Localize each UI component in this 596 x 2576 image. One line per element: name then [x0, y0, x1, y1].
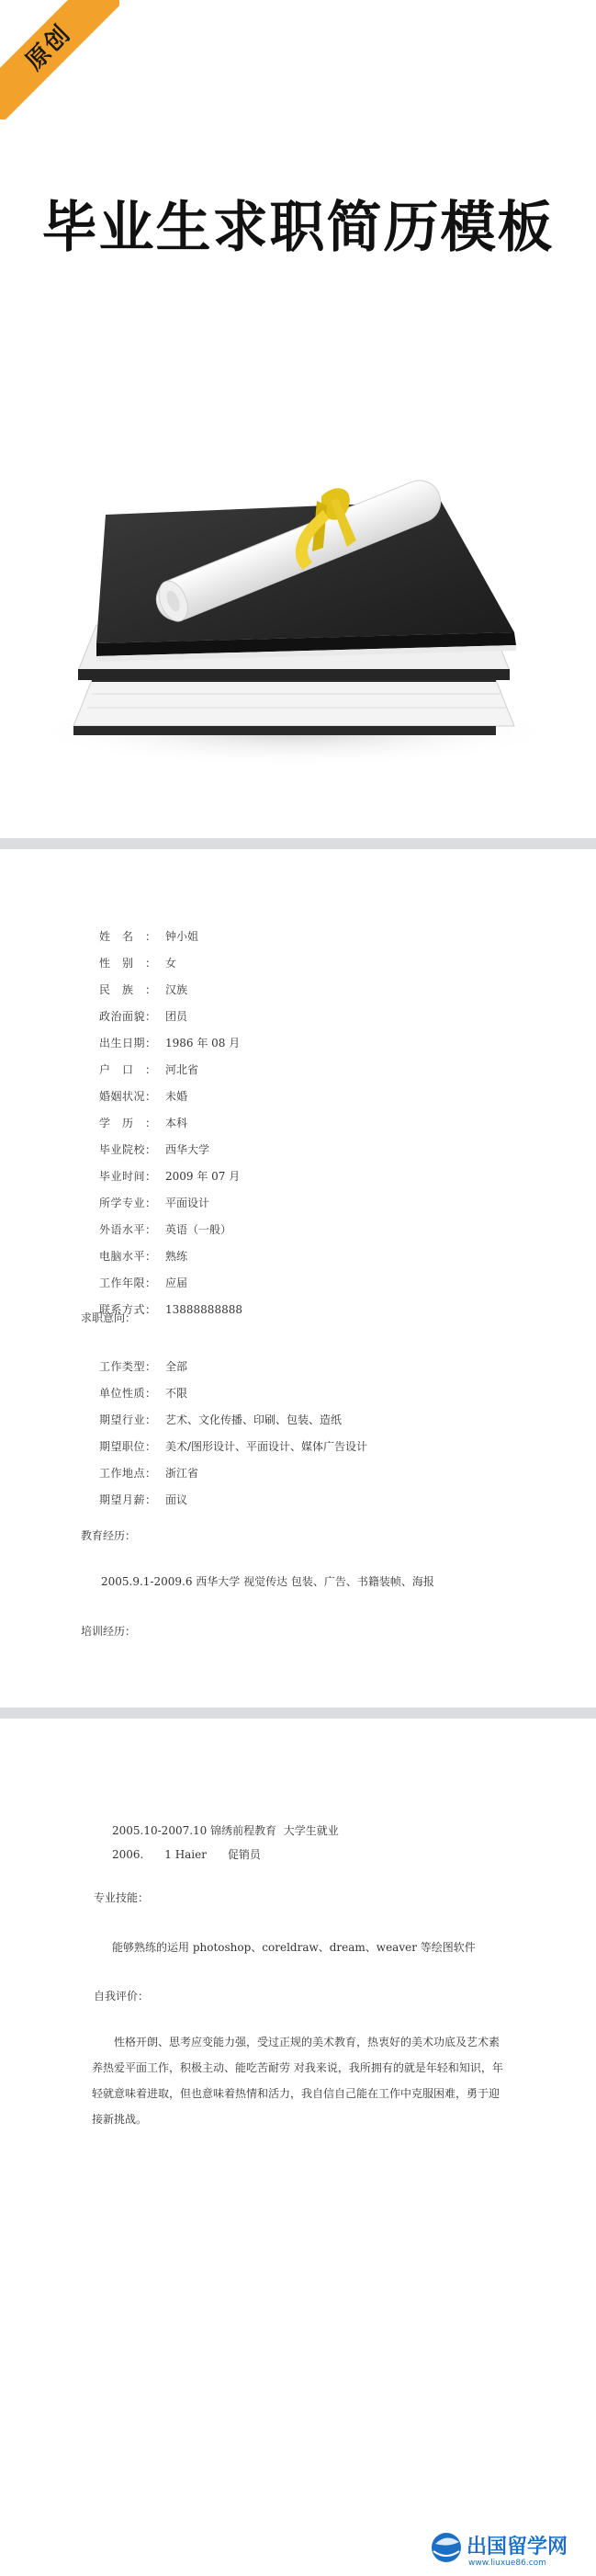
training-heading: 培训经历： — [81, 1625, 137, 1638]
training-entry: 2005.10-2007.10 锦绣前程教育 大学生就业 — [112, 1824, 339, 1837]
info-row — [99, 1061, 242, 1088]
intent-label: 工作类型： — [99, 1360, 156, 1373]
info-label: 政治面貌： — [99, 1010, 156, 1023]
info-row — [99, 1035, 242, 1061]
intent-value: 面议 — [165, 1493, 188, 1506]
info-label: 毕业院校： — [99, 1143, 156, 1156]
info-label: 电脑水平： — [99, 1250, 156, 1263]
info-label: 工作年限： — [99, 1277, 156, 1289]
corner-ribbon — [0, 0, 119, 119]
intent-value: 不限 — [165, 1387, 188, 1400]
intent-row — [99, 1385, 367, 1412]
intent-value: 艺术、文化传播、印刷、包装、造纸 — [165, 1413, 343, 1426]
intent-row — [99, 1412, 367, 1438]
self-evaluation-text: 性格开朗、思考应变能力强，受过正规的美术教育，热衷好的美术功底及艺术素养热爱平面工作，积极主动、能吃苦耐劳 对我来说，我所拥有的就是年轻和知识，年轻就意味着进取，但也意味着热情和活力，我自信自己能在工作中克服困难，勇于迎接新挑战。 — [92, 2036, 503, 2126]
info-label: 毕业时间： — [99, 1170, 156, 1183]
intent-label: 期望行业： — [99, 1413, 156, 1426]
info-label: 所学专业： — [99, 1197, 156, 1209]
info-row — [99, 1115, 242, 1141]
intent-label: 工作地点： — [99, 1467, 156, 1480]
info-value: 平面设计 — [165, 1197, 210, 1209]
intent-row — [99, 1358, 367, 1385]
info-label: 联系方式： — [99, 1303, 156, 1316]
info-label: 学历： — [99, 1117, 156, 1129]
intent-label: 单位性质： — [99, 1387, 156, 1400]
intent-label: 期望月薪： — [99, 1493, 156, 1506]
skills-heading: 专业技能： — [94, 1891, 150, 1904]
info-row — [99, 1088, 242, 1115]
info-row — [99, 1275, 242, 1301]
site-logo — [428, 2527, 589, 2570]
info-row — [99, 1008, 242, 1035]
info-value: 汉族 — [165, 983, 188, 996]
intent-heading: 求职意向： — [81, 1311, 137, 1324]
page-title: 毕业生求职简历模板 — [41, 196, 555, 260]
intent-value: 全部 — [165, 1360, 188, 1373]
info-value: 女 — [165, 957, 177, 970]
intent-row — [99, 1438, 367, 1465]
info-label: 出生日期： — [99, 1037, 156, 1050]
intent-row — [99, 1492, 367, 1518]
info-row — [99, 1141, 242, 1168]
info-value: 1986 年 08 月 — [165, 1037, 241, 1050]
skills-text: 能够熟练的运用 photoshop、coreldraw、dream、weaver 等绘图软件 — [112, 1941, 476, 1954]
info-row — [99, 1221, 242, 1248]
self-heading: 自我评价： — [94, 1990, 150, 2003]
info-value: 2009 年 07 月 — [165, 1170, 241, 1183]
original-badge: 原创 — [0, 0, 119, 119]
info-value: 未婚 — [165, 1090, 188, 1103]
info-row — [99, 928, 242, 955]
logo-name: 出国留学网 — [467, 2536, 568, 2559]
info-value: 13888888888 — [165, 1303, 242, 1316]
info-label: 性别： — [99, 957, 156, 970]
info-label: 户口： — [99, 1063, 156, 1076]
basic-info-list — [99, 928, 242, 1328]
info-row — [99, 1248, 242, 1275]
info-value: 应届 — [165, 1277, 188, 1289]
info-row — [99, 955, 242, 982]
info-row — [99, 1195, 242, 1221]
intent-label: 期望职位： — [99, 1440, 156, 1453]
info-value: 钟小姐 — [165, 930, 199, 943]
info-value: 英语（一般） — [165, 1223, 232, 1236]
info-row — [99, 1168, 242, 1195]
intent-value: 美术/图形设计、平面设计、媒体广告设计 — [165, 1440, 368, 1453]
info-value: 团员 — [165, 1010, 188, 1023]
info-label: 婚姻状况： — [99, 1090, 156, 1103]
info-value: 西华大学 — [165, 1143, 210, 1156]
section-divider — [0, 838, 596, 849]
section-divider — [0, 1708, 596, 1719]
info-label: 姓名： — [99, 930, 156, 943]
info-value: 河北省 — [165, 1063, 199, 1076]
info-label: 外语水平： — [99, 1223, 156, 1236]
logo-url: www.liuxue86.com — [468, 2559, 546, 2568]
training-entry: 2006. 1 Haier 促销员 — [112, 1848, 261, 1861]
globe-icon — [432, 2533, 461, 2562]
intent-list — [99, 1358, 367, 1518]
info-value: 本科 — [165, 1117, 188, 1129]
info-row — [99, 982, 242, 1008]
info-label: 民族： — [99, 983, 156, 996]
education-entry: 2005.9.1-2009.6 西华大学 视觉传达 包装、广告、书籍装帧、海报 — [101, 1575, 434, 1588]
education-heading: 教育经历： — [81, 1529, 137, 1542]
intent-value: 浙江省 — [165, 1467, 199, 1480]
books-diploma-image — [0, 322, 596, 800]
info-value: 熟练 — [165, 1250, 188, 1263]
intent-row — [99, 1465, 367, 1492]
